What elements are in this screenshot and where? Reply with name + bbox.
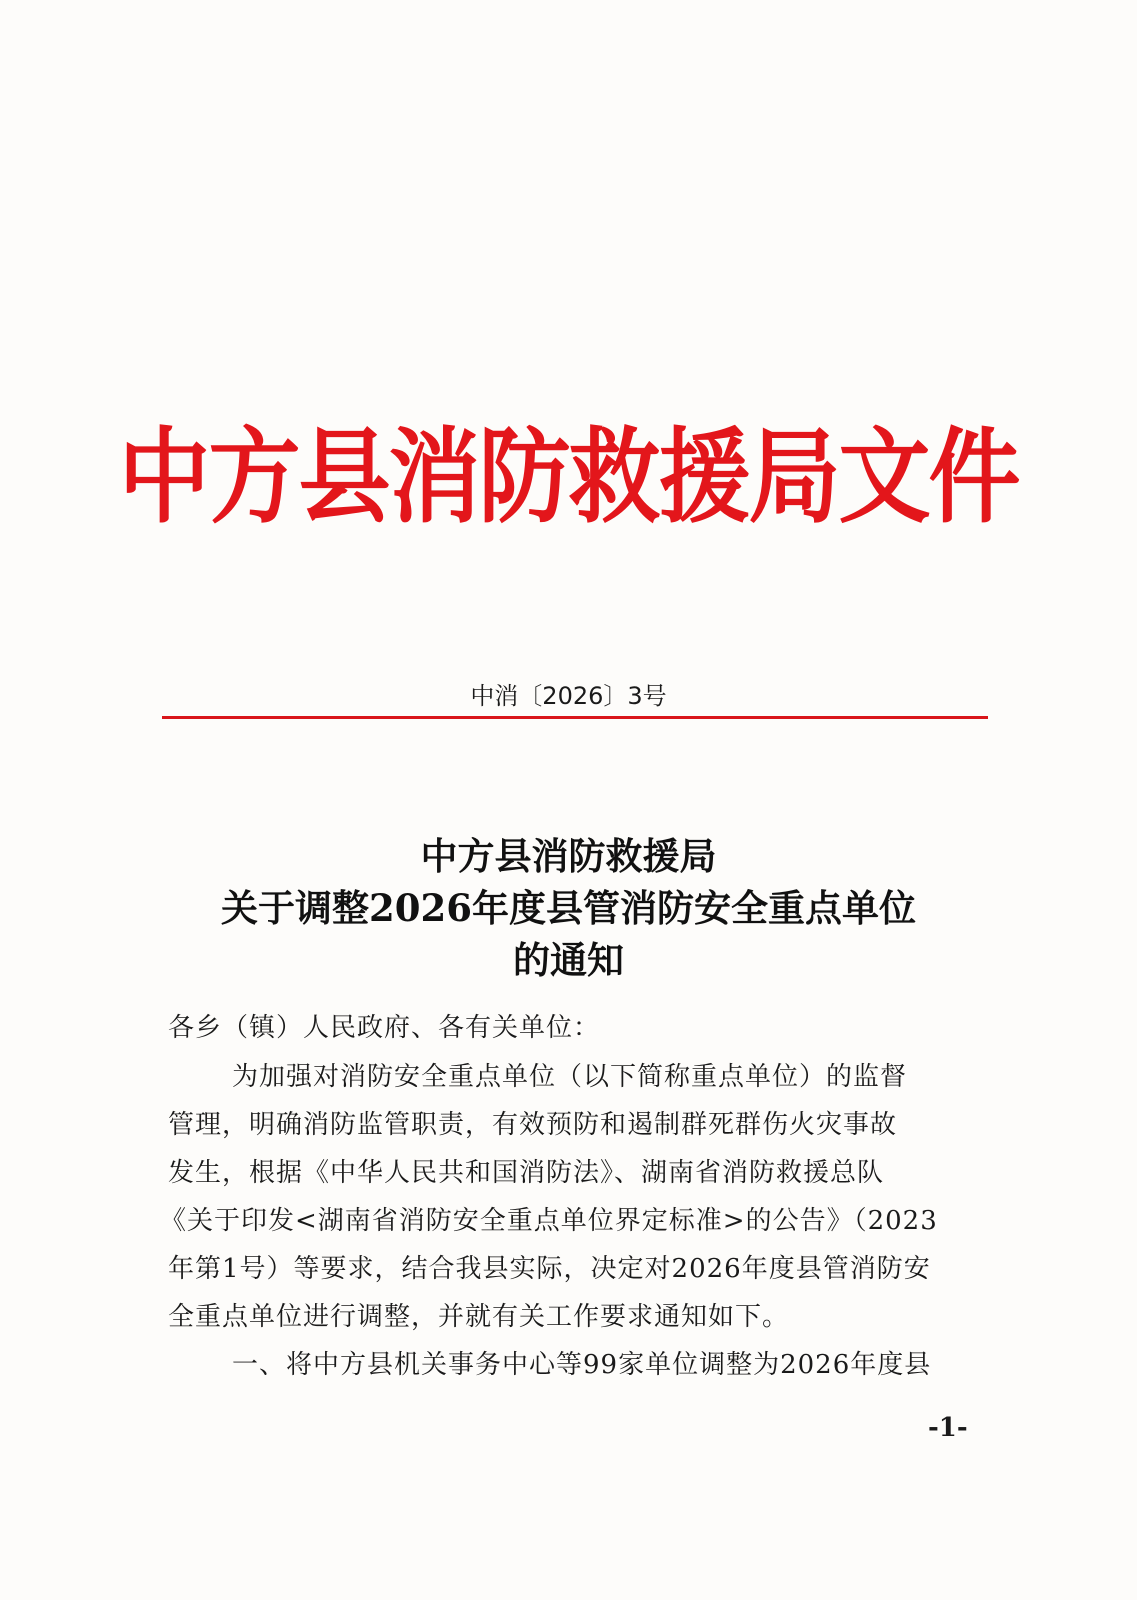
body-line: 发生，根据《中华人民共和国消防法》、湖南省消防救援总队 xyxy=(168,1158,885,1188)
body-line: 为加强对消防安全重点单位（以下简称重点单位）的监督 xyxy=(232,1062,908,1092)
body-line: 年第1号）等要求，结合我县实际，决定对2026年度县管消防安 xyxy=(168,1254,931,1284)
red-divider xyxy=(162,716,988,719)
notice-title-line-1: 中方县消防救援局 xyxy=(420,834,717,878)
salutation: 各乡（镇）人民政府、各有关单位： xyxy=(168,1013,601,1043)
document-number: 中消〔2026〕3号 xyxy=(470,682,667,710)
masthead-title: 中方县消防救援局文件 xyxy=(118,417,1019,538)
body-line: 一、将中方县机关事务中心等99家单位调整为2026年度县 xyxy=(232,1350,932,1380)
page-number: -1- xyxy=(928,1413,968,1443)
body-line: 《关于印发<湖南省消防安全重点单位界定标准>的公告》（2023 xyxy=(160,1206,938,1236)
body-line: 管理，明确消防监管职责，有效预防和遏制群死群伤火灾事故 xyxy=(168,1110,898,1140)
notice-title-line-2: 关于调整2026年度县管消防安全重点单位 xyxy=(221,886,916,930)
notice-title-line-3: 的通知 xyxy=(513,938,624,982)
body-line: 全重点单位进行调整，并就有关工作要求通知如下。 xyxy=(168,1302,790,1332)
